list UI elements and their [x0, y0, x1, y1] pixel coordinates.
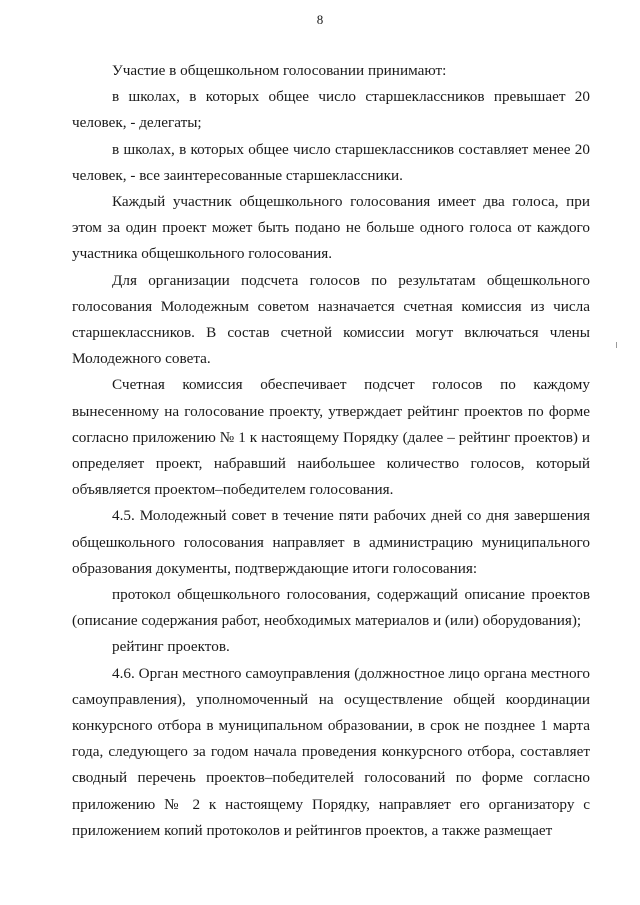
- paragraph-section-4-5: 4.5. Молодежный совет в течение пяти рабочих дней со дня завершения общешкольного голосования направляет в администрацию муниципального образования документы, подтверждающие итоги голосования:: [72, 507, 590, 577]
- paragraph-two-votes: Каждый участник общешкольного голосования имеет два голоса, при этом за один проект может быть подано не больше одного голоса от каждого участника общешкольного голосования.: [72, 193, 590, 263]
- paragraph-interested-students: в школах, в которых общее число старшеклассников составляет менее 20 человек, - все заинтересованные старшеклассники.: [72, 140, 590, 184]
- paragraph-protocol: протокол общешкольного голосования, содержащий описание проектов (описание содержания работ, необходимых материалов и (или) оборудования);: [72, 586, 590, 630]
- paragraph-section-4-6: 4.6. Орган местного самоуправления (должностное лицо органа местного самоуправления), уполномоченный на осуществление общей координации конкурсного отбора в муниципальном образовании, в срок не позднее 1 марта года, следующего за годом начала проведения конкурсного отбора, составляет сводный перечень проектов–победителей голосований по форме согласно приложению № 2 к настоящему Порядку, направляет его организатору с приложением копий протоколов и рейтингов проектов, а также размещает: [72, 664, 590, 839]
- paragraph-voting-participants: Участие в общешкольном голосовании принимают:: [112, 62, 447, 79]
- paragraph-delegates: в школах, в которых общее число старшеклассников превышает 20 человек, - делегаты;: [72, 88, 590, 132]
- paragraph-counting-commission: Для организации подсчета голосов по результатам общешкольного голосования Молодежным советом назначается счетная комиссия из числа старшеклассников. В состав счетной комиссии могут включаться члены Молодежного совета.: [72, 271, 590, 368]
- paragraph-project-rating: рейтинг проектов.: [112, 638, 230, 656]
- paragraph-commission-duties: Счетная комиссия обеспечивает подсчет голосов по каждому вынесенному на голосование проекту, утверждает рейтинг проектов по форме согласно приложению № 1 к настоящему Порядку (далее – рейтинг проектов) и определяет проект, набравший наибольшее количество голосов, который объявляется проектом–победителем голосования.: [72, 376, 590, 499]
- document-body: [72, 58, 590, 844]
- page-number: 8: [316, 12, 324, 27]
- scan-artifact-mark: [616, 342, 617, 348]
